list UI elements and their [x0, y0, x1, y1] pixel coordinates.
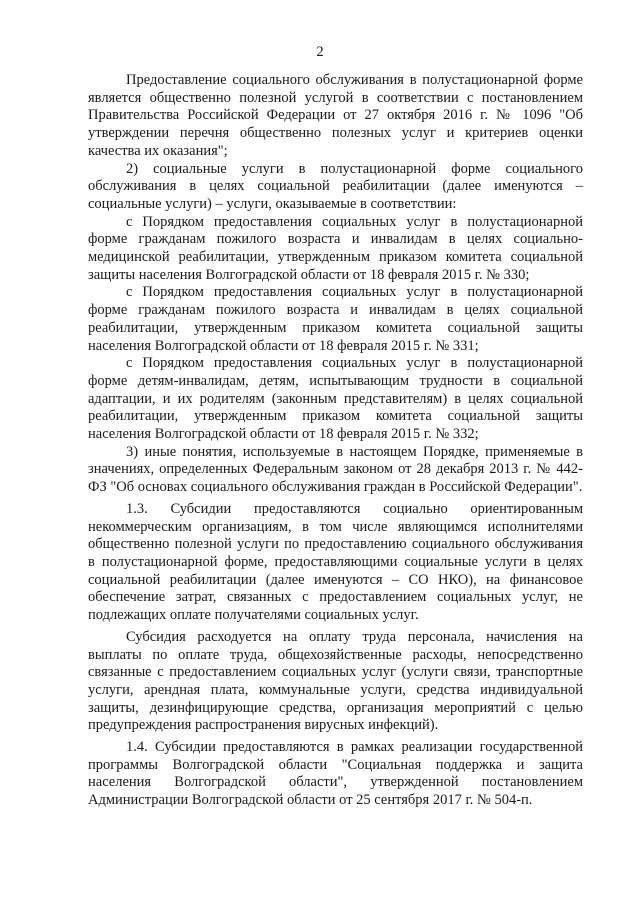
paragraph-order-331: с Порядком предоставления социальных услуг в полустационарной форме гражданам пожилого возраста и инвалидам в целях социальной реабилитации, утвержденным приказом комитета социальной защиты населения Волгоградской области от 18 февраля 2015 г. № 331;: [88, 284, 583, 354]
page-number: 2: [316, 44, 324, 60]
paragraph-item-3: 3) иные понятия, используемые в настоящем Порядке, применяемые в значениях, определенных Федеральным законом от 28 декабря 2013 г. № 442-ФЗ "Об основах социального обслуживания граждан в Российской Федерации".: [88, 443, 583, 496]
document-body: [88, 72, 583, 810]
paragraph-order-330: с Порядком предоставления социальных услуг в полустационарной форме гражданам пожилого возраста и инвалидам в целях социально-медицинской реабилитации, утвержденным приказом комитета социальной защиты населения Волгоградской области от 18 февраля 2015 г. № 330;: [88, 213, 583, 283]
paragraph-1-4: 1.4. Субсидии предоставляются в рамках реализации государственной программы Волгоградской области "Социальная поддержка и защита населения Волгоградской области", утвержденной постановлением Администрации Волгоградской области от 25 сентября 2017 г. № 504-п.: [88, 739, 583, 809]
paragraph-subsidy-expenses: Субсидия расходуется на оплату труда персонала, начисления на выплаты по оплате труда, общехозяйственные расходы, непосредственно связанные с предоставлением социальных услуг (услуги связи, транспортные услуги, арендная плата, коммунальные услуги, средства индивидуальной защиты, дезинфицирующие средства, организация мероприятий с целью предупреждения распространения вирусных инфекций).: [88, 628, 583, 734]
paragraph-order-332: с Порядком предоставления социальных услуг в полустационарной форме детям-инвалидам, детям, испытывающим трудности в социальной адаптации, и их родителям (законным представителям) в целях социальной реабилитации, утвержденным приказом комитета социальной защиты населения Волгоградской области от 18 февраля 2015 г. № 332;: [88, 355, 583, 443]
paragraph-item-2: 2) социальные услуги в полустационарной форме социального обслуживания в целях социальной реабилитации (далее именуются – социальные услуги) – услуги, оказываемые в соответствии:: [88, 160, 583, 212]
paragraph-1-3: 1.3. Субсидии предоставляются социально ориентированным некоммерческим организациям, в том числе являющимся исполнителями общественно полезной услуги по предоставлению социального обслуживания в полустационарной форме, предоставляющими социальные услуги в целях социальной реабилитации (далее именуются – СО НКО), на финансовое обеспечение затрат, связанных с предоставлением социальных услуг, не подлежащих оплате получателями социальных услуг.: [88, 500, 583, 624]
paragraph-polezn-usluga: Предоставление социального обслуживания в полустационарной форме является общественно полезной услугой в соответствии с постановлением Правительства Российской Федерации от 27 октября 2016 г. № 1096 "Об утверждении перечня общественно полезных услуг и критериев оценки качества их оказания";: [88, 72, 583, 159]
